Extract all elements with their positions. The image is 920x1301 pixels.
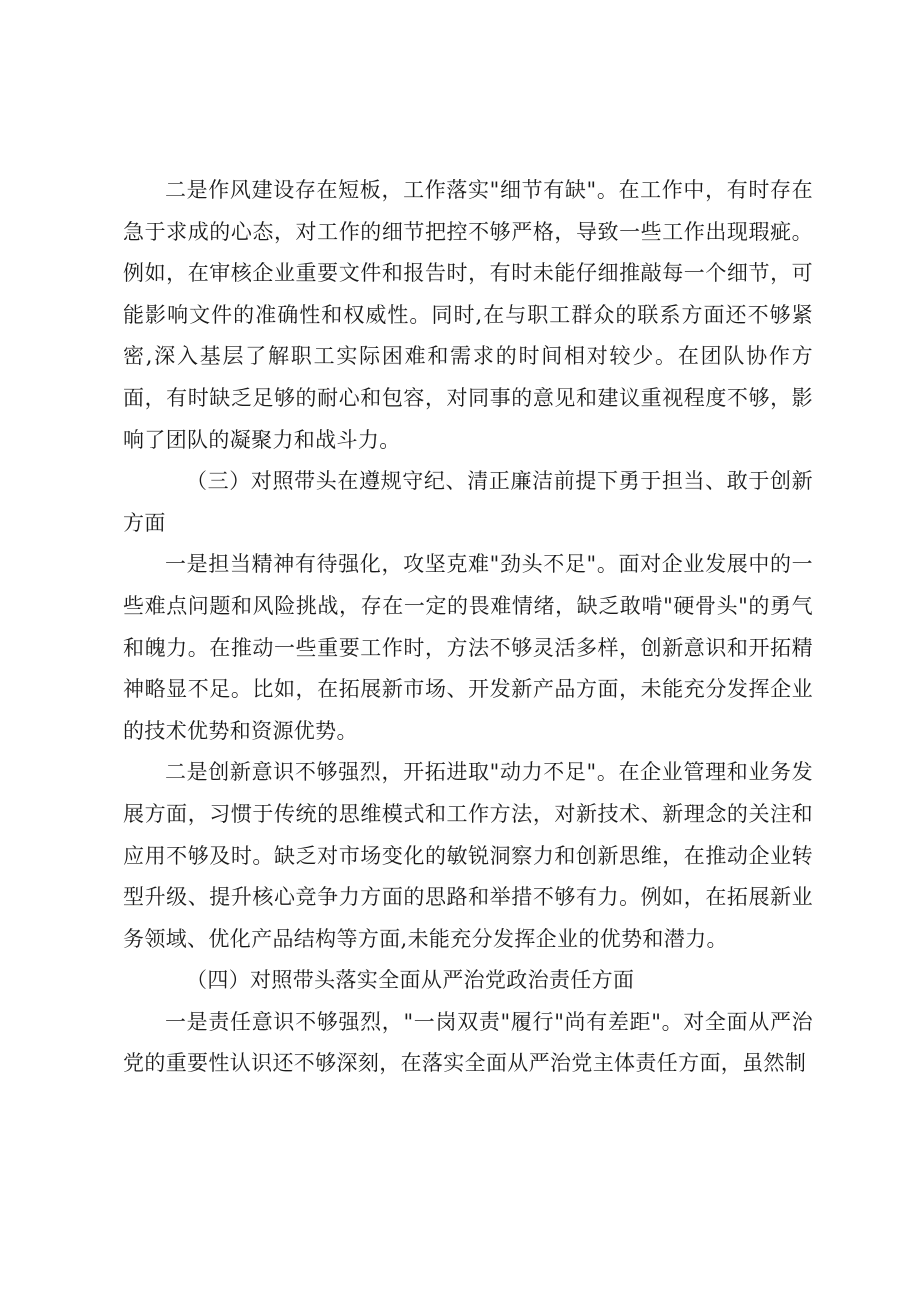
paragraph-responsibility: 一是担当精神有待强化，攻坚克难"劲头不足"。面对企业发展中的一些难点问题和风险挑战，存在一定的畏难情绪，缺乏敢啃"硬骨头"的勇气和魄力。在推动一些重要工作时，方法不够灵活多样，创新意识和开拓精神略显不足。比如，在拓展新市场、开发新产品方面，未能充分发挥企业的技术优势和资源优势。 (123, 552, 813, 743)
section-heading-3: （三）对照带头在遵规守纪、清正廉洁前提下勇于担当、敢于创新方面 (123, 469, 813, 535)
document-page (123, 170, 813, 1085)
section-heading-4: （四）对照带头落实全面从严治党政治责任方面 (186, 968, 635, 993)
paragraph-innovation: 二是创新意识不够强烈，开拓进取"动力不足"。在企业管理和业务发展方面，习惯于传统的思维模式和工作方法，对新技术、新理念的关注和应用不够及时。缺乏对市场变化的敏锐洞察力和创新思维，在推动企业转型升级、提升核心竞争力方面的思路和举措不够有力。例如，在拓展新业务领域、优化产品结构等方面,未能充分发挥企业的优势和潜力。 (123, 760, 813, 951)
paragraph-accountability: 一是责任意识不够强烈，"一岗双责"履行"尚有差距"。对全面从严治党的重要性认识还不够深刻，在落实全面从严治党主体责任方面，虽然制 (123, 1009, 813, 1076)
paragraph-work-style: 二是作风建设存在短板，工作落实"细节有缺"。在工作中，有时存在急于求成的心态，对工作的细节把控不够严格，导致一些工作出现瑕疵。例如，在审核企业重要文件和报告时，有时未能仔细推敲每一个细节，可能影响文件的准确性和权威性。同时,在与职工群众的联系方面还不够紧密,深入基层了解职工实际困难和需求的时间相对较少。在团队协作方面，有时缺乏足够的耐心和包容，对同事的意见和建议重视程度不够，影响了团队的凝聚力和战斗力。 (123, 178, 813, 452)
